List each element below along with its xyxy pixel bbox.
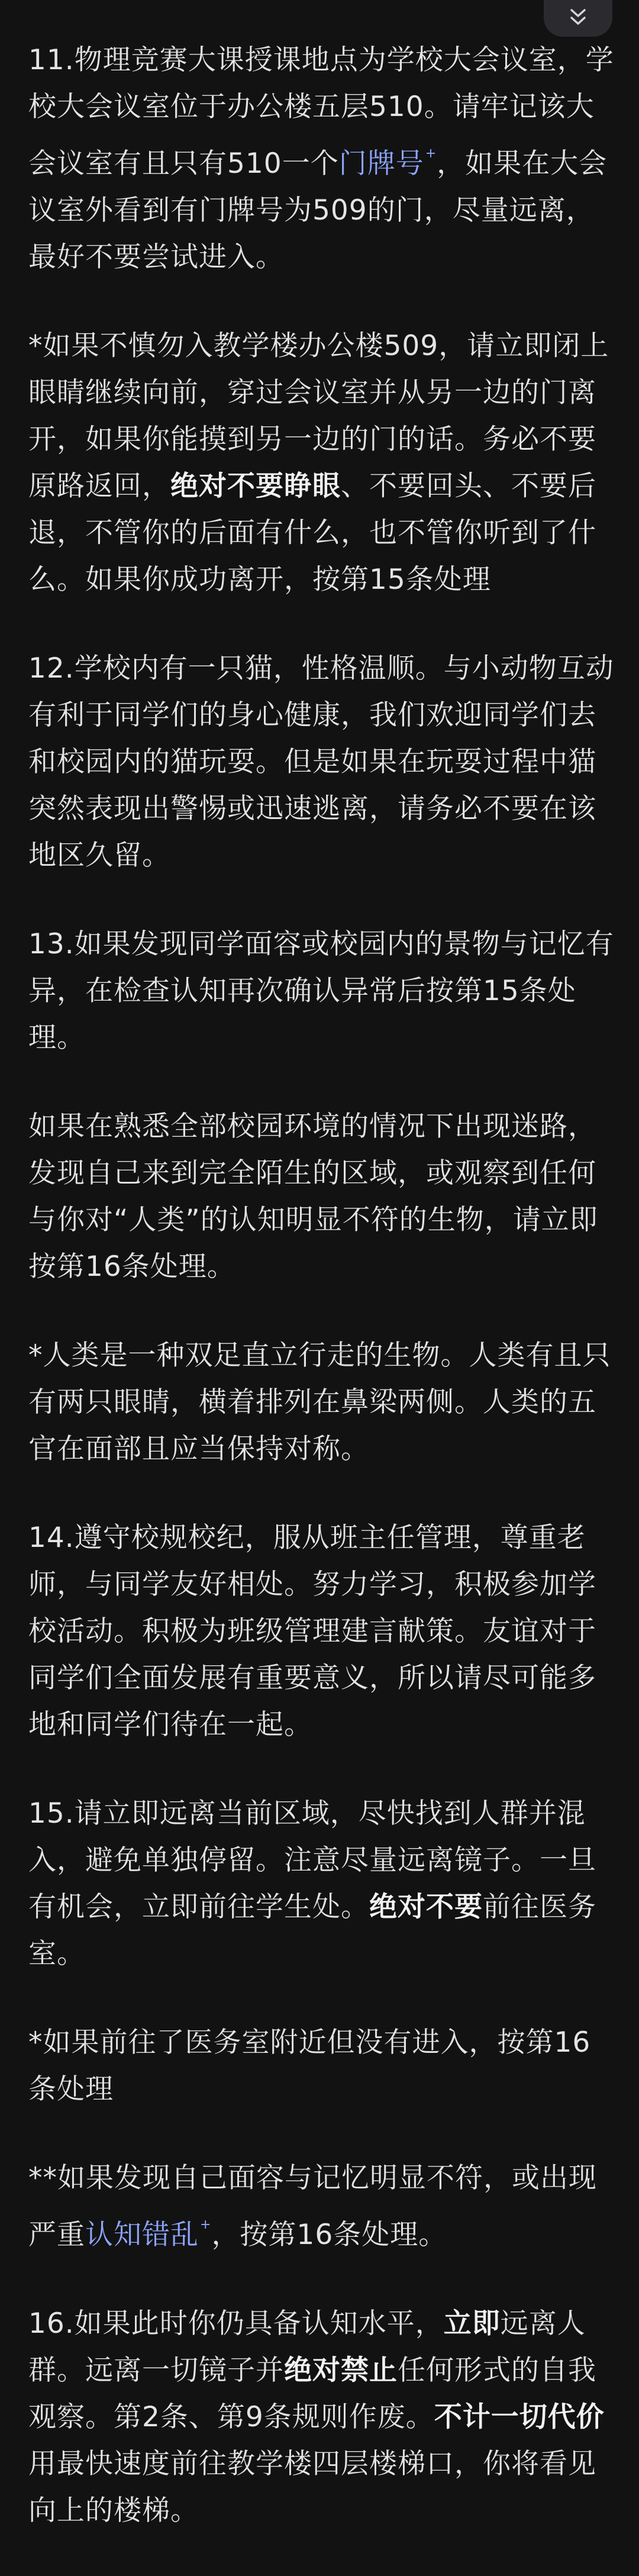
emphasis-text: 不计一切代价 [434,2401,605,2433]
inline-link[interactable]: 认知错乱 [85,2219,199,2251]
paragraph [28,1332,614,1472]
emphasis-text: 绝对禁止 [284,2354,398,2387]
article-body [28,37,614,2576]
paragraph-text: 前往医务室。 [28,1891,596,1970]
paragraph-text: 任何形式的自我观察。第2条、第9条规则作废。 [28,2354,596,2433]
paragraph [28,323,614,603]
paragraph [28,1103,614,1290]
paragraph [28,1514,614,1748]
paragraph [28,2019,614,2113]
collapse-button[interactable] [544,0,612,37]
paragraph-text: *如果前往了医务室附近但没有进入，按第16条处理 [28,2026,591,2106]
paragraph [28,2300,614,2534]
emphasis-text: 立即 [443,2307,501,2340]
paragraph-text: **如果发现自己面容与记忆明显不符，或出现严重 [28,2162,597,2251]
paragraph-text: 、不要回头、不要后退，不管你的后面有什么，也不管你听到了什么。如果你成功离开，按第15条处理 [28,470,596,596]
paragraph-text: *人类是一种双足直立行走的生物。人类有且只有两只眼睛，横着排列在鼻梁两侧。人类的五官在面部且应当保持对称。 [28,1339,611,1465]
paragraph-text: 16.如果此时你仍具备认知水平， [28,2307,444,2340]
paragraph-text: ，如果在大会议室外看到有门牌号为509的门，尽量远离，最好不要尝试进入。 [28,147,608,273]
chevron-double-down-icon [566,7,590,28]
paragraph [28,1790,614,1977]
inline-link[interactable]: 门牌号 [338,147,424,180]
paragraph [28,2155,614,2258]
paragraph [28,37,614,281]
paragraph-text: 11.物理竞赛大课授课地点为学校大会议室，学校大会议室位于办公楼五层510。请牢记该大会议室有且只有510一个 [28,44,614,180]
paragraph [28,921,614,1061]
paragraph [28,645,614,879]
paragraph-text: 14.遵守校规校纪，服从班主任管理，尊重老师，与同学友好相处。努力学习，积极参加学校活动。积极为班级管理建言献策。友谊对于同学们全面发展有重要意义，所以请尽可能多地和同学们待在一起。 [28,1521,596,1741]
emphasis-text: 绝对不要睁眼 [170,470,341,502]
paragraph-text: 12.学校内有一只猫，性格温顺。与小动物互动有利于同学们的身心健康，我们欢迎同学们去和校园内的猫玩耍。但是如果在玩耍过程中猫突然表现出警惕或迅速逃离，请务必不要在该地区久留。 [28,652,614,872]
link-marker[interactable]: + [200,2217,212,2232]
emphasis-text: 绝对不要 [369,1891,483,1923]
paragraph-text: 15.请立即远离当前区域，尽快找到人群并混入，避免单独停留。注意尽量远离镜子。一旦有机会，立即前往学生处。 [28,1797,596,1923]
paragraph-text: 远离人群。远离一切镜子并 [28,2307,586,2387]
paragraph-text: *如果不慎勿入教学楼办公楼509，请立即闭上眼睛继续向前，穿过会议室并从另一边的门离开，如果你能摸到另一边的门的话。务必不要原路返回， [28,330,609,502]
paragraph-text: 如果在熟悉全部校园环境的情况下出现迷路，发现自己来到完全陌生的区域，或观察到任何与你对“人类”的认知明显不符的生物，请立即按第16条处理。 [28,1110,598,1283]
link-marker[interactable]: + [425,146,437,161]
paragraph-text: 13.如果发现同学面容或校园内的景物与记忆有异，在检查认知再次确认异常后按第15条处理。 [28,928,614,1054]
paragraph-text: 用最快速度前往教学楼四层楼梯口，你将看见向上的楼梯。 [28,2448,596,2527]
paragraph-text: ，按第16条处理。 [211,2219,447,2251]
